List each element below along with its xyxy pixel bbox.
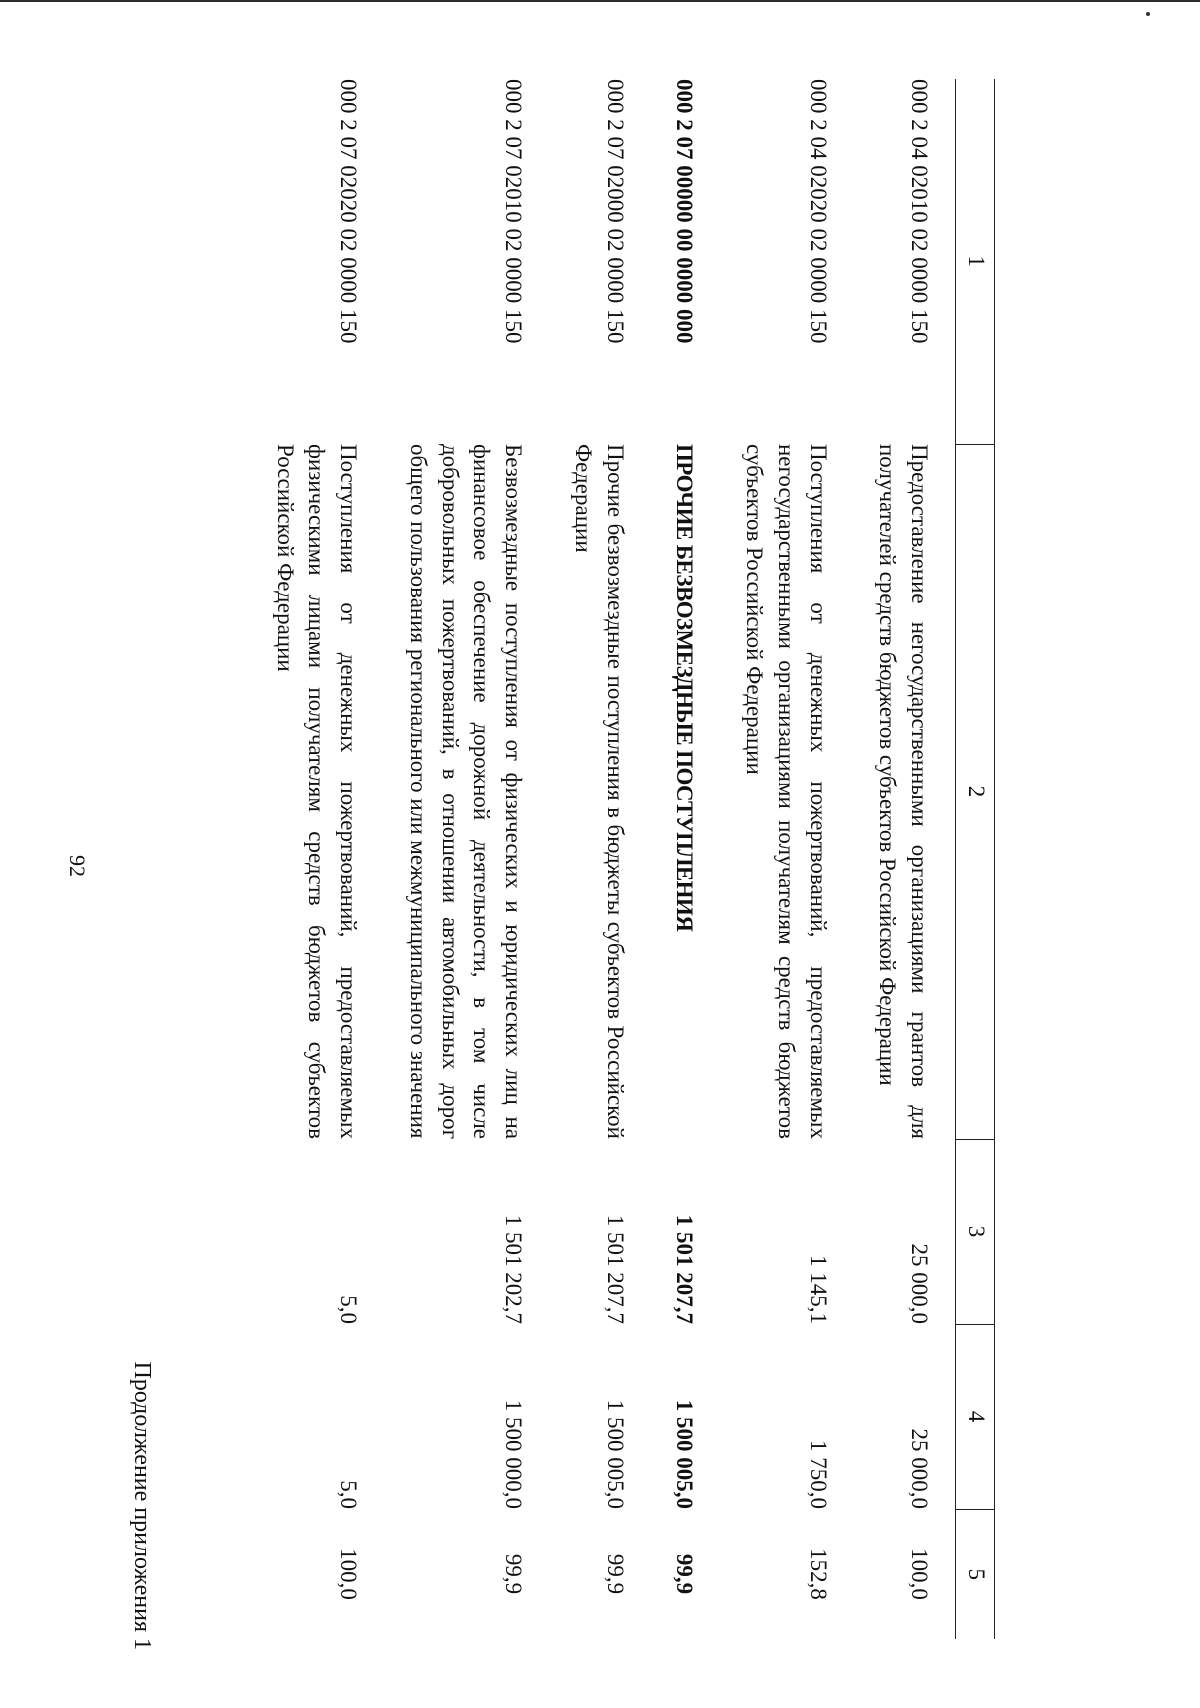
row-col4-value: 1 500 000,0 xyxy=(501,1399,527,1509)
table-header xyxy=(956,79,995,1639)
header-col-3: 3 xyxy=(956,1139,995,1324)
row-col4-value: 5,0 xyxy=(336,1480,362,1509)
row-col4-value: 1 750,0 xyxy=(805,1440,831,1509)
row-col3-value: 5,0 xyxy=(336,1295,362,1324)
row-col5-percent: 152,8 xyxy=(805,1548,831,1600)
header-col-1: 1 xyxy=(956,79,995,444)
header-col-2: 2 xyxy=(956,444,995,1139)
header-col-4: 4 xyxy=(956,1324,995,1509)
row-col4-value: 1 500 005,0 xyxy=(602,1399,628,1509)
table-row xyxy=(549,79,650,1639)
row-code: 000 2 07 02020 02 0000 150 xyxy=(336,79,362,344)
row-col5-percent: 99,9 xyxy=(672,1553,698,1595)
row-code: 000 2 04 02020 02 0000 150 xyxy=(805,79,831,344)
table-row xyxy=(384,79,549,1639)
table-body xyxy=(251,79,956,1639)
row-name: Безвозмездные поступления от физических и юридических лиц на финансовое обеспечение дорожной деятельности, в том числе добровольных пожертвований, в отношении автомобильных дорог общего пользования регионального или межмуниципального значения xyxy=(405,444,527,1139)
row-code: 000 2 04 02010 02 0000 150 xyxy=(907,79,932,344)
row-name: Поступления от денежных пожертвований, предоставляемых физическими лицами получателям средств бюджетов субъектов Российской Федерации xyxy=(272,444,362,1139)
row-col4-value: 25 000,0 xyxy=(907,1428,932,1509)
row-col3-value: 1 501 207,7 xyxy=(602,1214,628,1324)
header-row xyxy=(956,79,995,1639)
row-col3-value: 25 000,0 xyxy=(907,1243,932,1324)
row-code: 000 2 07 02010 02 0000 150 xyxy=(501,79,527,344)
page-number: 92 xyxy=(65,855,90,877)
row-code: 000 2 07 00000 00 0000 000 xyxy=(672,79,698,344)
row-col3-value: 1 501 202,7 xyxy=(501,1214,527,1324)
header-col-5: 5 xyxy=(956,1509,995,1639)
continuation-label: Продолжение приложения 1 xyxy=(129,1361,155,1650)
row-code: 000 2 07 02000 02 0000 150 xyxy=(602,79,628,344)
row-name: ПРОЧИЕ БЕЗВОЗМЕЗДНЫЕ ПОСТУПЛЕНИЯ xyxy=(672,444,698,932)
row-name: Предоставление негосударственными организациями грантов для получателей средств бюджетов субъектов Российской Федерации xyxy=(875,444,932,1139)
table-row xyxy=(854,79,956,1639)
row-name: Прочие безвозмездные поступления в бюджеты субъектов Российской Федерации xyxy=(570,444,628,1139)
row-col5-percent: 99,9 xyxy=(501,1553,527,1595)
row-col3-value: 1 145,1 xyxy=(805,1255,831,1324)
table-row xyxy=(720,79,853,1639)
row-col4-value: 1 500 005,0 xyxy=(672,1399,698,1509)
table-row xyxy=(251,79,384,1639)
table-row-total xyxy=(651,79,721,1639)
budget-table xyxy=(251,79,995,1639)
row-name: Поступления от денежных пожертвований, предоставляемых негосударственными организациями получателям средств бюджетов субъектов Российской Федерации xyxy=(742,444,831,1139)
row-col5-percent: 100,0 xyxy=(907,1548,932,1600)
row-col5-percent: 99,9 xyxy=(602,1553,628,1595)
row-col5-percent: 100,0 xyxy=(336,1548,362,1600)
row-col3-value: 1 501 207,7 xyxy=(672,1214,698,1324)
